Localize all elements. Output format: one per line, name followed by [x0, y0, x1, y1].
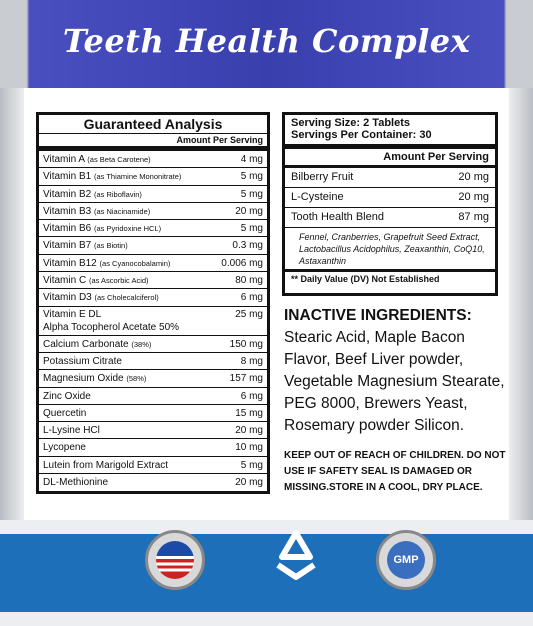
nutrient-name: [43, 203, 150, 220]
nutrient-amount: 5 mg: [240, 171, 263, 183]
serving-row: [285, 188, 495, 208]
nutrient-amount: 80 mg: [235, 275, 263, 287]
nutrient-label: DL-Methionine: [43, 477, 109, 489]
header-banner: [0, 0, 533, 88]
us-flag-icon: [156, 541, 194, 579]
nutrient-label: Vitamin B1: [43, 171, 92, 183]
nutrient-amount: 5 mg: [240, 459, 263, 471]
left-edge: [0, 88, 24, 520]
nutrient-label: Potassium Citrate: [43, 355, 122, 367]
serving-size: Serving Size: 2 Tablets: [291, 117, 411, 129]
analysis-row: [39, 474, 267, 491]
serving-amount: 20 mg: [458, 171, 489, 183]
analysis-row: [39, 237, 267, 254]
nutrient-name: [43, 308, 179, 334]
serving-row: [285, 168, 495, 188]
analysis-row: [39, 336, 267, 353]
nutrient-label: Vitamin E DL: [43, 308, 102, 320]
blend-ingredients: Fennel, Cranberries, Grapefruit Seed Extract, Lactobacillus Acidophilus, Zeaxanthin, CoQ10, Astaxanthin: [285, 228, 495, 272]
nutrient-label: Lycopene: [43, 442, 86, 454]
analysis-column-header: Amount Per Serving: [39, 133, 267, 151]
nutrient-amount: 10 mg: [235, 442, 263, 454]
nutrient-label: Vitamin B2: [43, 188, 92, 200]
nutrient-label: Vitamin C: [43, 275, 87, 287]
recycle-icon: [266, 525, 326, 585]
nutrient-name: [43, 272, 149, 289]
nutrient-name: [43, 151, 151, 168]
nutrient-note: (as Ascorbic Acid): [88, 276, 149, 286]
nutrient-name: [43, 353, 122, 370]
nutrient-note: (as Biotin): [93, 241, 128, 251]
gmp-badge: [376, 530, 436, 590]
nutrient-amount: 0.3 mg: [232, 240, 263, 252]
nutrient-amount: 5 mg: [240, 223, 263, 235]
nutrient-note: (as Beta Carotene): [87, 155, 151, 164]
nutrient-label: Vitamin D3: [43, 292, 92, 304]
nutrient-label: Vitamin A: [43, 154, 85, 165]
nutrient-label: Vitamin B3: [43, 205, 92, 217]
guaranteed-analysis-table: [36, 112, 270, 494]
nutrient-label: Vitamin B6: [43, 223, 92, 235]
nutrient-name: [43, 237, 128, 254]
nutrient-amount: 4 mg: [240, 154, 263, 165]
inactive-ingredients: [284, 305, 510, 437]
nutrient-name: [43, 336, 151, 353]
inactive-text: Stearic Acid, Maple Bacon Flavor, Beef Liver powder, Vegetable Magnesium Stearate, PEG 8000, Brewers Yeast, Rosemary powder Silicon.: [284, 329, 505, 434]
nutrient-amount: 20 mg: [235, 477, 263, 489]
serving-amount: 20 mg: [458, 191, 489, 203]
nutrient-label: Vitamin B12: [43, 257, 97, 269]
right-edge: [509, 88, 533, 520]
nutrient-label-line2: Alpha Tocopherol Acetate 50%: [43, 321, 180, 333]
analysis-row: [39, 370, 267, 387]
serving-row: [285, 208, 495, 228]
analysis-row: [39, 203, 267, 220]
analysis-row: [39, 353, 267, 370]
analysis-row: [39, 289, 267, 306]
nutrient-amount: 20 mg: [235, 425, 263, 437]
nutrient-label: Calcium Carbonate: [43, 338, 129, 350]
analysis-row: [39, 457, 267, 474]
serving-facts-box: [282, 112, 498, 296]
nutrient-name: [43, 220, 161, 237]
serving-column-header: Amount Per Serving: [285, 149, 495, 168]
serving-amount: 87 mg: [458, 211, 489, 223]
nutrient-amount: 20 mg: [235, 205, 263, 217]
nutrient-name: [43, 405, 86, 422]
nutrient-amount: 6 mg: [240, 292, 263, 304]
nutrient-note: (as Niacinamide): [93, 206, 151, 216]
nutrient-amount: 5 mg: [240, 188, 263, 200]
nutrient-note: (38%): [131, 339, 152, 349]
product-title: Teeth Health Complex: [62, 22, 471, 60]
nutrient-name: [43, 168, 181, 185]
nutrient-name: [43, 289, 159, 306]
nutrient-note: (as Riboflavin): [93, 189, 142, 199]
analysis-row: [39, 255, 267, 272]
nutrient-amount: 0.006 mg: [221, 257, 263, 269]
servings-per-container: Servings Per Container: 30: [291, 129, 432, 141]
analysis-row: [39, 422, 267, 439]
serving-ingredient: L-Cysteine: [291, 191, 344, 203]
nutrient-name: [43, 186, 142, 203]
serving-ingredient: Bilberry Fruit: [291, 171, 354, 183]
analysis-row: [39, 168, 267, 185]
nutrient-amount: 8 mg: [240, 355, 263, 367]
nutrient-note: (58%): [126, 374, 147, 384]
nutrient-amount: 150 mg: [229, 338, 263, 350]
nutrient-amount: 157 mg: [229, 373, 263, 385]
inactive-label: INACTIVE INGREDIENTS:: [284, 307, 472, 324]
warning-text: KEEP OUT OF REACH OF CHILDREN. DO NOT USE IF SAFETY SEAL IS DAMAGED OR MISSING.STORE IN A COOL, DRY PLACE.: [284, 450, 506, 493]
nutrient-amount: 15 mg: [235, 407, 263, 419]
made-in-usa-text: [48, 533, 57, 534]
analysis-row: [39, 388, 267, 405]
nutrient-name: [43, 439, 86, 456]
nutrient-name: [43, 255, 170, 272]
nutrient-label: Vitamin B7: [43, 240, 92, 252]
nutrient-label: Quercetin: [43, 407, 87, 419]
nutrient-name: [43, 388, 91, 405]
nutrient-name: [43, 422, 100, 439]
nutrient-note: (as Cholecalciferol): [94, 293, 159, 303]
nutrient-amount: 6 mg: [240, 390, 263, 402]
nutrient-name: [43, 370, 146, 387]
nutrient-note: (as Cyanocobalamin): [99, 258, 171, 268]
nutrient-amount: 25 mg: [235, 308, 263, 320]
analysis-row: [39, 272, 267, 289]
analysis-row: [39, 220, 267, 237]
gmp-text: GMP: [387, 541, 425, 579]
made-in-usa-badge: [145, 530, 205, 590]
analysis-title: Guaranteed Analysis: [83, 116, 223, 132]
analysis-row: [39, 405, 267, 422]
analysis-row: [39, 186, 267, 203]
nutrient-note: (as Pyridoxine HCL): [93, 224, 162, 234]
daily-value-note: ** Daily Value (DV) Not Established: [291, 274, 440, 284]
nutrient-name: [43, 457, 168, 474]
nutrient-name: [43, 474, 108, 491]
nutrient-note: (as Thiamine Mononitrate): [93, 172, 182, 182]
nutrient-label: Zinc Oxide: [43, 390, 91, 402]
analysis-row: [39, 151, 267, 168]
nutrient-label: Lutein from Marigold Extract: [43, 459, 169, 471]
analysis-row: [39, 307, 267, 336]
analysis-row: [39, 439, 267, 456]
nutrient-label: L-Lysine HCl: [43, 425, 100, 437]
nutrient-label: Magnesium Oxide: [43, 373, 124, 385]
serving-ingredient: Tooth Health Blend: [291, 211, 384, 223]
